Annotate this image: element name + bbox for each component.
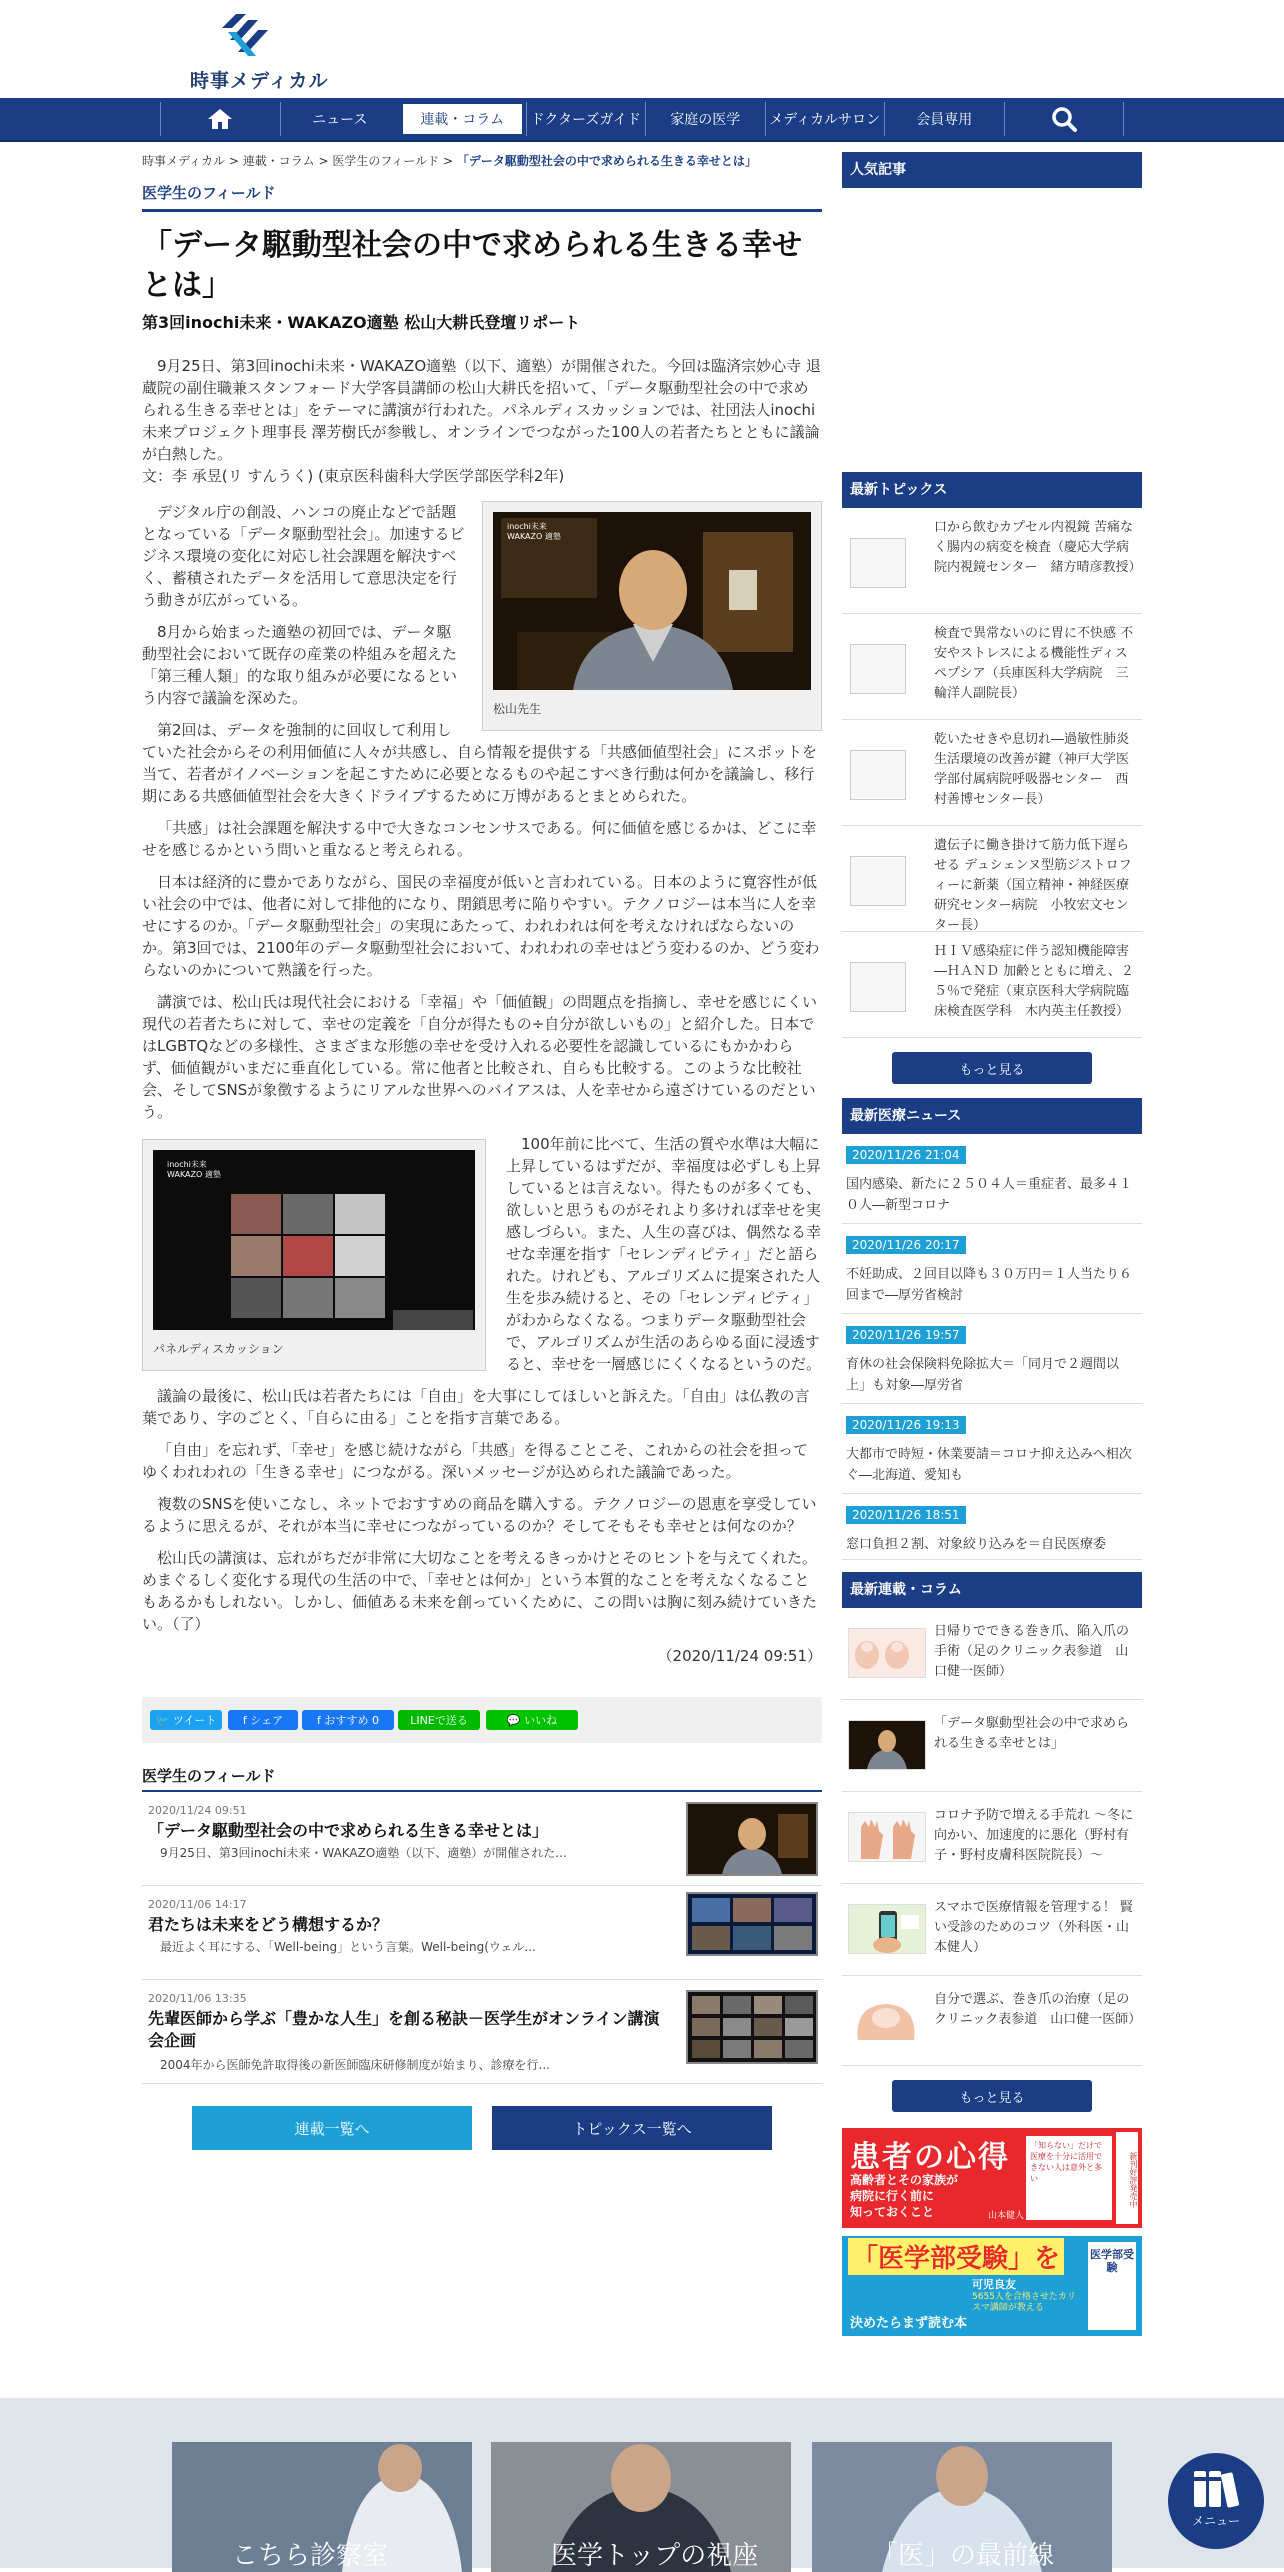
news-title[interactable]: 育休の社会保険料免除拡大＝「同月で２週間以上」も対象―厚労省 [846,1357,1120,1393]
thumbnail-image [849,1629,925,1677]
figure-speaker [482,501,822,731]
thumbnail-image [849,1813,925,1861]
breadcrumb-field[interactable]: 医学生のフィールド [332,154,440,168]
related-title[interactable]: 「データ駆動型社会の中で求められる生きる幸せとは」 [148,1821,549,1840]
column-item[interactable] [842,1792,1142,1884]
figure-caption: パネルディスカッション [153,1342,284,1356]
nav-doctors-guide[interactable]: ドクターズガイド [526,102,646,136]
breadcrumb-columns[interactable]: 連載・コラム [242,154,315,168]
logo-text: 時事メディカル [190,70,329,92]
topics-more-button[interactable]: もっと見る [892,1052,1092,1084]
column-thumbnail[interactable] [848,1996,926,2046]
article-title: 「データ駆動型社会の中で求められる生きる幸せとは」 [142,228,802,303]
nav-columns[interactable]: 連載・コラム [403,104,522,134]
related-date: 2020/11/06 13:35 [148,1992,247,2005]
related-thumbnail[interactable] [686,1990,818,2064]
feature-card-frontline[interactable] [812,2442,1112,2572]
breadcrumb-current: 「データ駆動型社会の中で求められる生きる幸せとは」 [456,154,757,168]
feature-card-label: こちら診察室 [232,2541,389,2571]
related-title[interactable]: 先輩医師から学ぶ「豊かな人生」を創る秘訣－医学生がオンライン講演会企画 [148,2009,660,2050]
topics-list-button[interactable]: トピックス一覧へ [492,2106,772,2150]
paragraph: 8月から始まった適塾の初回では、データ駆動型社会において既存の産業の枠組みを超えた「第三種人類」的な取り組みが必要になるという内容で議論を深めた。 [142,623,458,707]
column-thumbnail[interactable] [848,1628,926,1678]
article-category: 医学生のフィールド [142,182,822,212]
news-date: 2020/11/26 21:04 [846,1146,966,1164]
related-summary: 2004年から医師免許取得後の新医師臨床研修制度が始まり、診療を行... [160,2058,550,2072]
news-title[interactable]: 窓口負担２割、対象絞り込みを＝自民医療委 [846,1537,1107,1552]
banner-title: 患者の心得 [850,2140,1010,2175]
feature-card-clinic[interactable] [172,2442,472,2572]
paragraph: デジタル庁の創設、ハンコの廃止などで話題となっている「データ駆動型社会」。加速するビジネス環境の変化に対応し社会課題を解決すべく、蓄積されたデータを活用して意思決定を行う動きが広がっている。 [142,503,465,609]
topic-title[interactable]: 検査で異常ないのに胃に不快感 不安やストレスによる機能性ディスペプシア（兵庫医科大学病院 三輪洋人副院長） [934,626,1134,701]
article-lead: 9月25日、第3回inochi未来・WAKAZO適塾（以下、適塾）が開催された。今回は臨済宗妙心寺 退蔵院の副住職兼スタンフォード大学客員講師の松山大耕氏を招いて、「データ駆動型社会の中で求められる生きる幸せとは」をテーマに講演が行われた。パネルディスカッションでは、社団法人inochi未来プロジェクト理事長 澤芳樹氏が参戦し、オンラインでつながった100人の若者たちとともに議論が白熱した。 [142,357,821,463]
news-date: 2020/11/26 20:17 [846,1236,966,1254]
thumbnail-image [688,1894,816,1954]
news-item[interactable] [842,1314,1142,1404]
books-icon [1188,2465,1244,2511]
article-body [142,355,822,1667]
thumbnail-image [849,1721,925,1769]
columns-heading: 最新連載・コラム [842,1572,1142,1608]
banner-author: 可児良友 [972,2278,1016,2291]
related-date: 2020/11/06 14:17 [148,1898,247,1911]
nav-medical-salon[interactable]: メディカルサロン [765,102,885,136]
nav-search[interactable] [1004,102,1125,136]
feature-card-label: 医学トップの視座 [551,2541,759,2571]
news-date: 2020/11/26 19:57 [846,1326,966,1344]
article-author: 文：李 承昱(リ すんうく) (東京医科歯科大学医学部医学科2年) [142,467,565,485]
paragraph: 日本は経済的に豊かでありながら、国民の幸福度が低いと言われている。日本のように寛容性が低い社会の中では、他者に対して排他的になり、閉鎖思考に陥りやすい。テクノロジーは本当に人を幸せにするのか。「データ駆動型社会」の実現にあたって、われわれは何を考えなければならないのか。第3回では、2100年のデータ駆動型社会において、われわれの幸せはどう変わるのか、どう変わらないのかについて熟議を行った。 [142,873,820,979]
thumbnail-image [848,1996,924,2044]
feature-card-leaders[interactable] [491,2442,791,2572]
topic-item[interactable] [842,932,1142,1038]
line-like-button[interactable]: 💬 いいね [486,1710,578,1730]
menu-label: メニュー [1191,2514,1240,2528]
banner-subtitle: 決めたらまず読む本 [850,2316,968,2331]
panel-photo[interactable] [153,1150,475,1330]
paragraph: 議論の最後に、松山氏は若者たちには「自由」を大事にしてほしいと訴えた。「自由」は仏教の言葉であり、字のごとく、「自らに由る」ことを指す言葉である。 [142,1387,810,1427]
menu-button[interactable] [1168,2453,1264,2549]
news-item[interactable] [842,1404,1142,1494]
topic-title[interactable]: 遺伝子に働き掛けて筋力低下遅らせる デュシェンヌ型筋ジストロフィーに新薬（国立精神・神経医療研究センター病院 小牧宏文センター長） [934,838,1132,933]
related-summary: 9月25日、第3回inochi未来・WAKAZO適塾（以下、適塾）が開催された... [160,1846,567,1860]
column-item[interactable] [842,1884,1142,1976]
topic-thumbnail[interactable] [850,538,906,588]
topic-item[interactable] [842,614,1142,720]
news-title[interactable]: 国内感染、新たに２５０４人＝重症者、最多４１０人―新型コロナ [846,1177,1133,1213]
news-title[interactable]: 大都市で時短・休業要請＝コロナ抑え込みへ相次ぐ―北海道、愛知も [846,1447,1132,1483]
nav-home[interactable] [160,102,280,136]
related-date: 2020/11/24 09:51 [148,1804,247,1817]
breadcrumb-home[interactable]: 時事メディカル [142,154,226,168]
facebook-share-button[interactable]: f シェア [228,1710,298,1730]
footer-features [0,2398,1284,2571]
related-thumbnail[interactable] [686,1892,818,1956]
column-thumbnail[interactable] [848,1812,926,1862]
list-buttons [142,2106,822,2150]
facebook-icon: f [317,1713,325,1727]
news-item[interactable] [842,1494,1142,1560]
topic-title[interactable]: 口から飲むカプセル内視鏡 苦痛なく腸内の病変を検査（慶応大学病院内視鏡センター 緒方晴彦教授） [934,520,1142,575]
column-item[interactable] [842,1700,1142,1792]
related-item[interactable] [142,1980,822,2084]
banner-line: 知っておくこと [850,2205,935,2219]
topic-item[interactable] [842,508,1142,614]
topic-thumbnail[interactable] [850,856,906,906]
topic-thumbnail[interactable] [850,644,906,694]
paragraph: 講演では、松山氏は現代社会における「幸福」や「価値観」の問題点を指摘し、幸せを感じにくい現代の若者たちに対して、幸せの定義を「自分が得たもの÷自分が欲しいもの」と紹介した。日本ではLGBTQなどの多様性、さまざまな形態の幸せを受け入れる必要性を認識しているにもかかわらず、価値観がいまだに垂直化している。常に他者と比較され、自らも比較する。このような比較社会、そしてSNSが象徴するようにリアルな世界へのバイアスは、人を幸せから遠ざけているのだという。 [142,993,818,1121]
thumbnail-image [849,1905,925,1953]
related-summary: 最近よく耳にする、「Well-being」という言葉。Well-being(ウェル... [160,1940,536,1954]
article-date: （2020/11/24 09:51） [657,1647,822,1665]
tweet-button[interactable]: 🐦 ツイート [150,1710,222,1730]
banner-author: 山本健人 [988,2211,1025,2221]
paragraph: 複数のSNSを使いこなし、ネットでおすすめの商品を購入する。テクノロジーの恩恵を享受しているように思えるが、それが本当に幸せにつながっているのか？そしてそもそも幸せとは何なのか？ [142,1495,817,1535]
line-icon: 💬 [506,1713,525,1727]
facebook-icon: f [242,1713,251,1727]
line-send-button[interactable]: LINEで送る [398,1710,480,1730]
share-bar [142,1697,822,1743]
slide-label: inochi未来 WAKAZO 適塾 [507,522,561,541]
related-heading: 医学生のフィールド [142,1765,822,1792]
paragraph: 松山氏の講演は、忘れがちだが非常に大切なことを考えるきっかけとそのヒントを与えてくれた。めまぐるしく変化する現代の生活の中で、「幸せとは何か」という本質的なことを考えなくなることもあるかもしれない。しかし、価値ある未来を創っていくために、この問いは胸に刻み続けていきたい。（了） [142,1549,818,1633]
news-date: 2020/11/26 19:13 [846,1416,966,1434]
news-item[interactable] [842,1134,1142,1224]
column-item[interactable] [842,1608,1142,1700]
paragraph: 「共感」は社会課題を解決する中で大きなコンセンサスである。何に価値を感じるかは、どこに幸せを感じるかという問いと重なると考えられる。 [142,819,817,859]
related-item[interactable] [142,1792,822,1886]
popular-heading: 人気記事 [842,152,1142,188]
banner-line: 高齢者とその家族が [850,2173,959,2187]
banner-line: 病院に行く前に [850,2189,935,2203]
sidebar [842,152,1142,2336]
facebook-recommend-button[interactable]: f おすすめ 0 [302,1710,394,1730]
news-date: 2020/11/26 18:51 [846,1506,966,1524]
home-icon [207,108,233,130]
column-title[interactable]: 「データ駆動型社会の中で求められる生きる幸せとは」 [934,1716,1130,1751]
global-nav [0,98,1284,142]
related-title[interactable]: 君たちは未来をどう構想するか？ [148,1915,389,1934]
slide-label: inochi未来 WAKAZO 適塾 [167,1160,221,1179]
paragraph: 100年前に比べて、生活の質や水準は大幅に上昇しているはずだが、幸福度は必ずしも上昇しているとは言えない。得たものが多くても、欲しいと思うものがそれより多ければ幸せを実感しづらい。また、人生の喜びは、偶然なる幸せな幸運を指す「セレンディピティ」だと語られた。けれども、アルゴリズムに提案された人生を歩み続けると、その「セレンディピティ」がわからなくなる。つまりデータ駆動型社会で、アルゴリズムが生活のあらゆる面に浸透すると、幸せを一層感じにくくなるというのだ。 [506,1135,822,1373]
topics-heading: 最新トピックス [842,472,1142,508]
banner-med-exam[interactable] [842,2236,1142,2336]
topic-item[interactable] [842,720,1142,826]
news-heading: 最新医療ニュース [842,1098,1142,1134]
banner-badge: 新刊好評発売中 [1116,2132,1138,2224]
figure-panel [142,1139,486,1371]
column-thumbnail[interactable] [848,1720,926,1770]
site-header [0,0,1284,98]
topic-item[interactable] [842,826,1142,932]
topic-thumbnail[interactable] [850,750,906,800]
news-title[interactable]: 不妊助成、２回目以降も３０万円＝１人当たり６回まで―厚労省検討 [846,1267,1133,1303]
banner-lines [850,2172,958,2220]
site-logo[interactable] [190,14,329,94]
thumbnail-image [688,1992,816,2062]
series-list-button[interactable]: 連載一覧へ [192,2106,472,2150]
column-title[interactable]: 日帰りでできる巻き爪、陥入爪の手術（足のクリニック表参道 山口健一医師） [934,1624,1130,1679]
column-title[interactable]: 自分で選ぶ、巻き爪の治療（足のクリニック表参道 山口健一医師） [934,1992,1142,2027]
column-title[interactable]: コロナ予防で増える手荒れ ～冬に向かい、加速度的に悪化（野村有子・野村皮膚科医院院長）～ [934,1808,1134,1863]
topic-title[interactable]: 乾いたせきや息切れ―過敏性肺炎 生活環境の改善が鍵（神戸大学医学部付属病院呼吸器センター 西村善博センター長） [934,732,1130,807]
topic-title[interactable]: ＨＩＶ感染症に伴う認知機能障害―ＨＡＮＤ 加齢とともに増え、２５％で発症（東京医科大学病院臨床検査医学科 木内英主任教授） [934,944,1134,1019]
news-item[interactable] [842,1224,1142,1314]
banner-book: 医学部受験 [1088,2242,1136,2330]
thumbnail-image [688,1804,816,1874]
banner-title: 「医学部受験」を [848,2238,1064,2275]
banner-count: 5655人を合格させたカリスマ講師が教える [972,2292,1076,2313]
article-subtitle: 第3回inochi未来・WAKAZO適塾 松山大耕氏登壇リポート [142,313,581,332]
nav-members[interactable]: 会員専用 [884,102,1004,136]
paragraph: 第2回は、データを強制的に回収して利用していた社会からその利用価値に人々が共感し、自ら情報を提供する「共感価値型社会」にスポットを当て、若者がイノベーションを起こすために必要となるものや起こすべき行動は何かを議論し、移行期にある共感価値型社会を大きくドライブするために万博があるとまとめられた。 [142,721,818,805]
paragraph: 「自由」を忘れず、「幸せ」を感じ続けながら「共感」を得ることこそ、これからの社会を担ってゆくわれわれの「生きる幸せ」につながる。深いメッセージが込められた議論であった。 [142,1441,809,1481]
main-content [142,152,822,2150]
breadcrumb: 時事メディカル > 連載・コラム > 医学生のフィールド > 「データ駆動型社会の中で求められる生きる幸せとは」 [142,154,757,168]
columns-more-button[interactable]: もっと見る [892,2080,1092,2112]
topic-thumbnail[interactable] [850,962,906,1012]
twitter-icon: 🐦 [155,1713,173,1727]
nav-news[interactable]: ニュース [280,102,400,136]
nav-home-medicine[interactable]: 家庭の医学 [645,102,765,136]
popular-ad-space [842,188,1142,472]
related-thumbnail[interactable] [686,1802,818,1876]
figure-caption: 松山先生 [493,702,542,716]
column-thumbnail[interactable] [848,1904,926,1954]
column-item[interactable] [842,1976,1142,2066]
speaker-photo[interactable] [493,512,811,690]
banner-tagline: 「知らない」だけで医療を十分に活用できない人は意外と多い [1026,2136,1112,2220]
search-icon [1051,106,1077,132]
banner-patient-guide[interactable] [842,2128,1142,2228]
related-item[interactable] [142,1886,822,1980]
column-title[interactable]: スマホで医療情報を管理する！ 賢い受診のためのコツ（外科医・山本健人） [934,1900,1133,1955]
logo-mark-icon [222,14,270,64]
feature-card-label: 「医」の最前線 [872,2541,1055,2571]
